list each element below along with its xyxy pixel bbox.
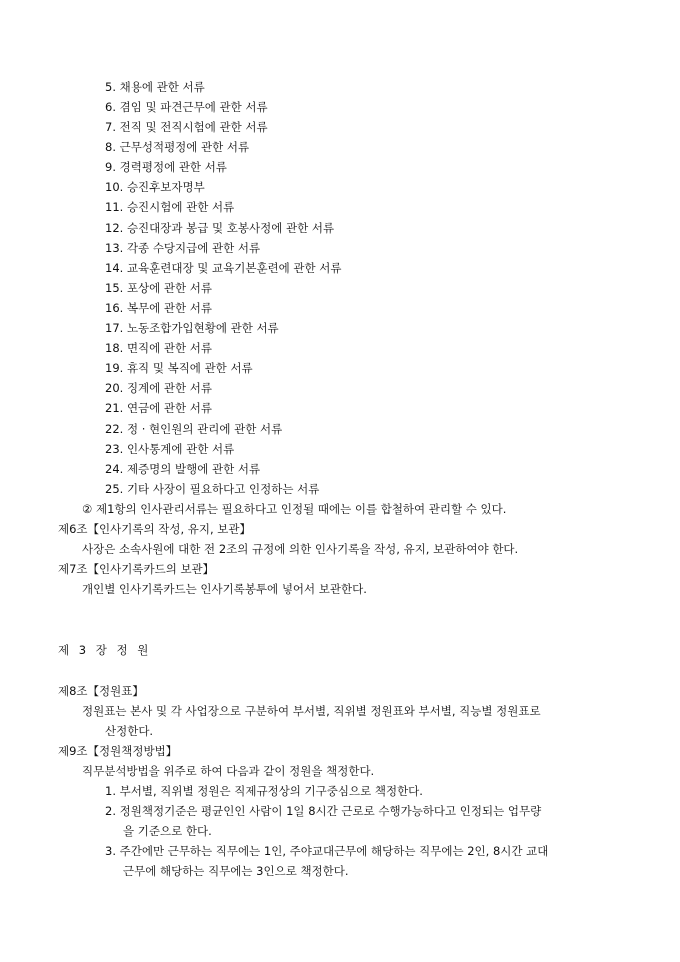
list-item-11: 11. 승진시험에 관한 서류 (105, 200, 235, 214)
list-item-12: 12. 승진대장과 봉급 및 호봉사정에 관한 서류 (105, 221, 335, 235)
article-9-item-1: 1. 부서별, 직위별 정원은 직제규정상의 기구중심으로 책정한다. (105, 784, 423, 798)
article-8-body-line1: 정원표는 본사 및 각 사업장으로 구분하여 부서별, 직위별 정원표와 부서별, 직능별 정원표로 (82, 704, 541, 718)
list-item-10: 10. 승진후보자명부 (105, 180, 205, 194)
article-7-title: 제7조【인사기록카드의 보관】 (58, 562, 215, 576)
article-8-body-line2: 산정한다. (105, 724, 154, 738)
list-item-6: 6. 겸임 및 파견근무에 관한 서류 (105, 100, 268, 114)
article-9-intro: 직무분석방법을 위주로 하여 다음과 같이 정원을 책정한다. (82, 764, 375, 778)
article-9-item-3-line2: 근무에 해당하는 직무에는 3인으로 책정한다. (123, 864, 349, 878)
article-8-title: 제8조【정원표】 (58, 684, 144, 698)
list-item-25: 25. 기타 사장이 필요하다고 인정하는 서류 (105, 482, 320, 496)
article-6-title: 제6조【인사기록의 작성, 유지, 보관】 (58, 522, 252, 536)
list-item-16: 16. 복무에 관한 서류 (105, 301, 213, 315)
list-item-13: 13. 각종 수당지급에 관한 서류 (105, 241, 261, 255)
article-9-item-2-line2: 을 기준으로 한다. (123, 824, 212, 838)
article-9-item-2-line1: 2. 정원책정기준은 평균인인 사람이 1일 8시간 근로로 수행가능하다고 인정되는 업무량 (105, 804, 542, 818)
list-item-5: 5. 채용에 관한 서류 (105, 80, 205, 94)
list-item-8: 8. 근무성적평정에 관한 서류 (105, 140, 250, 154)
article-9-title: 제9조【정원책정방법】 (58, 744, 178, 758)
list-item-9: 9. 경력평정에 관한 서류 (105, 160, 227, 174)
list-item-19: 19. 휴직 및 복직에 관한 서류 (105, 361, 253, 375)
list-item-7: 7. 전직 및 전직시험에 관한 서류 (105, 120, 268, 134)
list-item-20: 20. 징계에 관한 서류 (105, 381, 213, 395)
article-7-body: 개인별 인사기록카드는 인사기록봉투에 넣어서 보관한다. (82, 582, 367, 596)
list-item-24: 24. 제증명의 발행에 관한 서류 (105, 462, 261, 476)
list-item-21: 21. 연금에 관한 서류 (105, 401, 213, 415)
list-item-17: 17. 노동조합가입현황에 관한 서류 (105, 321, 279, 335)
list-item-18: 18. 면직에 관한 서류 (105, 341, 213, 355)
list-item-23: 23. 인사통계에 관한 서류 (105, 442, 235, 456)
paragraph-2-note: ② 제1항의 인사관리서류는 필요하다고 인정될 때에는 이를 합철하여 관리할 수 있다. (82, 502, 507, 516)
list-item-14: 14. 교육훈련대장 및 교육기본훈련에 관한 서류 (105, 261, 342, 275)
list-item-15: 15. 포상에 관한 서류 (105, 281, 213, 295)
chapter-heading: 제 3 장 정 원 (58, 643, 149, 657)
article-6-body: 사장은 소속사원에 대한 전 2조의 규정에 의한 인사기록을 작성, 유지, 보관하여야 한다. (82, 542, 519, 556)
list-item-22: 22. 정 · 현인원의 관리에 관한 서류 (105, 422, 283, 436)
article-9-item-3-line1: 3. 주간에만 근무하는 직무에는 1인, 주야교대근무에 해당하는 직무에는 2인, 8시간 교대 (105, 844, 549, 858)
